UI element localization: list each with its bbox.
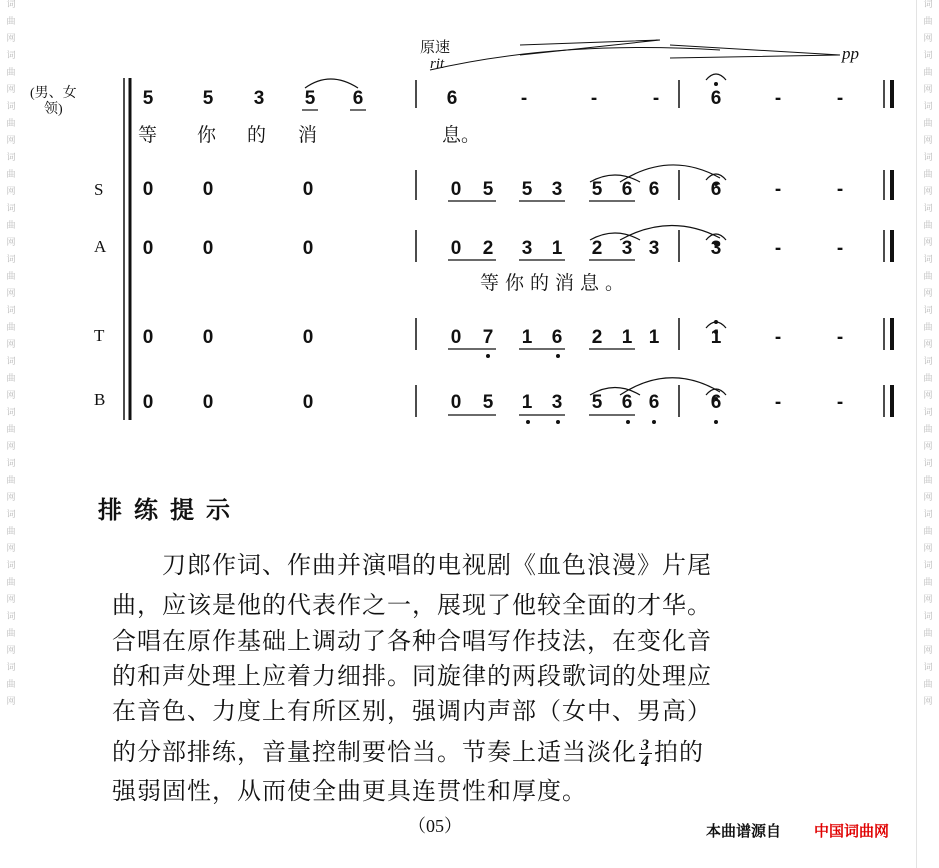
watermark-char: 网	[923, 391, 933, 401]
note: 6	[551, 327, 563, 348]
note: -	[836, 238, 844, 259]
source-site-link[interactable]: 中国词曲网	[814, 822, 890, 840]
note: 6	[710, 179, 722, 200]
note: 5	[304, 88, 316, 109]
watermark-char: 网	[923, 697, 933, 707]
watermark-char: 网	[923, 34, 933, 44]
watermark-char: 网	[923, 646, 933, 656]
watermark-char: 曲	[923, 17, 933, 27]
watermark-char: 曲	[6, 68, 16, 78]
note: 6	[446, 88, 458, 109]
note: 5	[482, 392, 494, 413]
watermark-char: 网	[6, 85, 16, 95]
watermark-char: 网	[6, 493, 16, 503]
watermark-char: 词	[923, 663, 933, 673]
watermark-char: 曲	[923, 527, 933, 537]
watermark-char: 词	[923, 306, 933, 316]
watermark-char: 曲	[923, 170, 933, 180]
lyric: 消	[298, 124, 318, 146]
note: 5	[202, 88, 214, 109]
note: 0	[302, 327, 314, 348]
paragraph-line: 合唱在原作基础上调动了各种合唱写作技法，在变化音	[112, 627, 712, 655]
note: 0	[202, 238, 214, 259]
watermark-char: 曲	[923, 221, 933, 231]
watermark-char: 词	[6, 408, 16, 418]
watermark-char: 网	[6, 340, 16, 350]
watermark-char: 曲	[6, 221, 16, 231]
watermark-char: 词	[6, 51, 16, 61]
watermark-char: 网	[923, 136, 933, 146]
lyric: 等	[138, 124, 158, 146]
note: 1	[710, 327, 722, 348]
watermark-char: 网	[6, 697, 16, 707]
paragraph-line: 曲，应该是他的代表作之一，展现了他较全面的才华。	[112, 591, 712, 619]
note: -	[774, 392, 782, 413]
paragraph-line: 强弱固性，从而使全曲更具连贯性和厚度。	[112, 777, 587, 805]
watermark-char: 网	[6, 391, 16, 401]
note: 5	[482, 179, 494, 200]
dynamic-mark: pp	[842, 44, 859, 63]
note: 6	[648, 392, 660, 413]
watermark-char: 网	[923, 442, 933, 452]
watermark-char: 网	[6, 595, 16, 605]
note: 0	[142, 327, 154, 348]
watermark-char: 网	[923, 544, 933, 554]
note: -	[520, 88, 528, 109]
source-label: 本曲谱源自	[706, 822, 782, 840]
watermark-char: 网	[923, 85, 933, 95]
note: 0	[302, 238, 314, 259]
note: 0	[142, 238, 154, 259]
watermark-char: 曲	[923, 323, 933, 333]
watermark-char: 曲	[6, 425, 16, 435]
paragraph-text: 的分部排练，音量控制要恰当。节奏上适当淡化	[112, 738, 637, 766]
part-label-t: T	[94, 326, 105, 345]
part-label-s: S	[94, 180, 104, 199]
note: -	[774, 238, 782, 259]
watermark-char: 词	[923, 561, 933, 571]
watermark-char: 曲	[6, 476, 16, 486]
note: -	[774, 179, 782, 200]
time-signature	[639, 738, 652, 769]
watermark-char: 词	[923, 204, 933, 214]
note: 0	[450, 327, 462, 348]
watermark-char: 词	[923, 51, 933, 61]
watermark-char: 词	[6, 612, 16, 622]
note: 6	[621, 392, 633, 413]
lyric: 息。	[442, 124, 481, 146]
watermark-char: 词	[6, 153, 16, 163]
note: 2	[591, 238, 603, 259]
page-number: （05）	[408, 816, 462, 836]
paragraph-text: 拍的	[654, 738, 704, 766]
paragraph-line: 刀郎作词、作曲并演唱的电视剧《血色浪漫》片尾	[112, 551, 712, 579]
watermark-char: 曲	[923, 119, 933, 129]
watermark-char: 曲	[923, 374, 933, 384]
watermark-char: 词	[923, 153, 933, 163]
watermark-char: 词	[6, 561, 16, 571]
note: 6	[648, 179, 660, 200]
watermark-char: 词	[6, 0, 16, 10]
note: 3	[253, 88, 265, 109]
note: -	[836, 392, 844, 413]
watermark-char: 词	[6, 510, 16, 520]
note: -	[836, 88, 844, 109]
note: 0	[142, 179, 154, 200]
watermark-char: 词	[6, 204, 16, 214]
watermark-char: 曲	[6, 527, 16, 537]
note: 0	[450, 179, 462, 200]
note: 6	[710, 88, 722, 109]
watermark-char: 词	[6, 255, 16, 265]
note: 3	[648, 238, 660, 259]
note: -	[774, 327, 782, 348]
note: 2	[482, 238, 494, 259]
rit-mark: rit	[430, 56, 445, 72]
note: 3	[551, 392, 563, 413]
watermark-char: 词	[6, 357, 16, 367]
watermark-char: 网	[923, 595, 933, 605]
note: 5	[591, 392, 603, 413]
watermark-char: 曲	[923, 578, 933, 588]
watermark-char: 网	[923, 289, 933, 299]
paragraph-line: 在音色、力度上有所区别，强调内声部（女中、男高）	[112, 697, 712, 725]
note: 2	[591, 327, 603, 348]
watermark-char: 网	[923, 340, 933, 350]
note: 0	[142, 392, 154, 413]
note: 0	[302, 179, 314, 200]
note: 1	[621, 327, 633, 348]
watermark-char: 曲	[6, 629, 16, 639]
watermark-char: 词	[923, 102, 933, 112]
watermark-char: 曲	[923, 476, 933, 486]
note: 0	[302, 392, 314, 413]
watermark-char: 词	[6, 459, 16, 469]
watermark-char: 曲	[923, 272, 933, 282]
part-label-b: B	[94, 390, 106, 409]
note: -	[836, 179, 844, 200]
note: 0	[202, 179, 214, 200]
note: 1	[551, 238, 563, 259]
watermark-char: 词	[923, 612, 933, 622]
watermark-char: 曲	[6, 119, 16, 129]
note: 1	[521, 327, 533, 348]
part-label-a: A	[94, 237, 107, 256]
note: 5	[591, 179, 603, 200]
alto-lyric: 等你的消息。	[480, 272, 631, 294]
note: 0	[450, 238, 462, 259]
watermark-char: 曲	[6, 323, 16, 333]
watermark-char: 曲	[923, 68, 933, 78]
note: 5	[521, 179, 533, 200]
tempo-mark: 原速	[420, 38, 451, 56]
watermark-char: 曲	[6, 17, 16, 27]
note: 3	[521, 238, 533, 259]
watermark-char: 词	[923, 459, 933, 469]
watermark-char: 曲	[6, 272, 16, 282]
section-title: 排练提示	[98, 496, 242, 524]
watermark-char: 网	[6, 646, 16, 656]
note: 6	[352, 88, 364, 109]
note: 7	[482, 327, 494, 348]
watermark-char: 网	[6, 289, 16, 299]
note: 1	[648, 327, 660, 348]
watermark-char: 网	[6, 238, 16, 248]
note: 0	[202, 392, 214, 413]
lyric: 的	[247, 124, 267, 146]
watermark-char: 曲	[923, 425, 933, 435]
watermark-char: 网	[923, 238, 933, 248]
note: 3	[621, 238, 633, 259]
paragraph-line	[112, 732, 704, 769]
paragraph-line: 的和声处理上应着力细排。同旋律的两段歌词的处理应	[112, 662, 712, 690]
watermark-char: 词	[923, 357, 933, 367]
note: -	[652, 88, 660, 109]
note: 0	[202, 327, 214, 348]
watermark-char: 网	[6, 34, 16, 44]
note: 5	[142, 88, 154, 109]
note: 6	[621, 179, 633, 200]
watermark-char: 曲	[6, 578, 16, 588]
watermark-char: 网	[923, 187, 933, 197]
watermark-char: 词	[923, 0, 933, 10]
watermark-char: 网	[923, 493, 933, 503]
watermark-char: 词	[6, 663, 16, 673]
watermark-char: 曲	[923, 629, 933, 639]
watermark-char: 曲	[6, 680, 16, 690]
watermark-char: 词	[923, 510, 933, 520]
watermark-char: 网	[6, 136, 16, 146]
note: 1	[521, 392, 533, 413]
lyric: 你	[197, 124, 217, 146]
watermark-char: 曲	[923, 680, 933, 690]
watermark-char: 词	[6, 102, 16, 112]
watermark-char: 曲	[6, 170, 16, 180]
watermark-char: 词	[6, 306, 16, 316]
watermark-char: 曲	[6, 374, 16, 384]
watermark-char: 网	[6, 544, 16, 554]
watermark-char: 网	[6, 442, 16, 452]
note: 0	[450, 392, 462, 413]
time-sig-numerator: 3	[641, 736, 650, 754]
watermark-char: 词	[923, 408, 933, 418]
watermark-char: 网	[6, 187, 16, 197]
note: -	[774, 88, 782, 109]
part-label-lead: (男、女 领)	[30, 86, 77, 117]
note: 3	[551, 179, 563, 200]
note: 3	[710, 238, 722, 259]
watermark-char: 词	[923, 255, 933, 265]
note: 6	[710, 392, 722, 413]
note: -	[590, 88, 598, 109]
note: -	[836, 327, 844, 348]
time-sig-denominator: 4	[641, 752, 650, 770]
